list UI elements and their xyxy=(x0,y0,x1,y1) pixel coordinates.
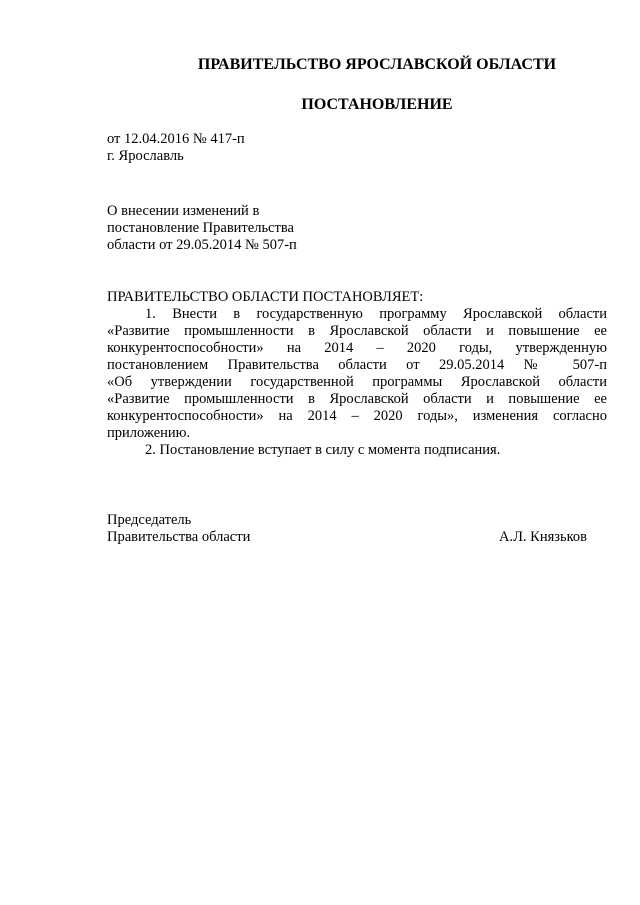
subject-line: О внесении изменений в xyxy=(107,203,260,219)
subject-line: области от 29.05.2014 № 507-п xyxy=(107,237,297,253)
document-type-heading: ПОСТАНОВЛЕНИЕ xyxy=(301,96,453,113)
subject-line: постановление Правительства xyxy=(107,220,294,236)
signatory-position: Председатель xyxy=(107,512,192,528)
paragraph-line: «Об утверждении государственной программы Ярославской области xyxy=(107,374,607,390)
signatory-position: Правительства области xyxy=(107,529,251,545)
paragraph-line: «Развитие промышленности в Ярославской области и повышение ее xyxy=(107,391,607,407)
city: г. Ярославль xyxy=(107,148,184,164)
paragraph-line: конкурентоспособности» на 2014 – 2020 годы», изменения согласно xyxy=(107,408,607,424)
date-and-number: от 12.04.2016 № 417-п xyxy=(107,131,245,147)
signatory-name: А.Л. Князьков xyxy=(498,529,587,545)
paragraph-line: приложению. xyxy=(107,425,191,441)
organization-title: ПРАВИТЕЛЬСТВО ЯРОСЛАВСКОЙ ОБЛАСТИ xyxy=(197,56,557,73)
paragraph-line: постановлением Правительства области от 29.05.2014 № 507-п xyxy=(107,357,607,373)
preamble: ПРАВИТЕЛЬСТВО ОБЛАСТИ ПОСТАНОВЛЯЕТ: xyxy=(107,289,424,305)
paragraph-line: «Развитие промышленности в Ярославской области и повышение ее xyxy=(107,323,607,339)
item-2-paragraph: 2. Постановление вступает в силу с момента подписания. xyxy=(145,442,501,458)
paragraph-line: 1. Внести в государственную программу Ярославской области xyxy=(145,306,607,322)
paragraph-line: конкурентоспособности» на 2014 – 2020 годы, утвержденную xyxy=(107,340,607,356)
